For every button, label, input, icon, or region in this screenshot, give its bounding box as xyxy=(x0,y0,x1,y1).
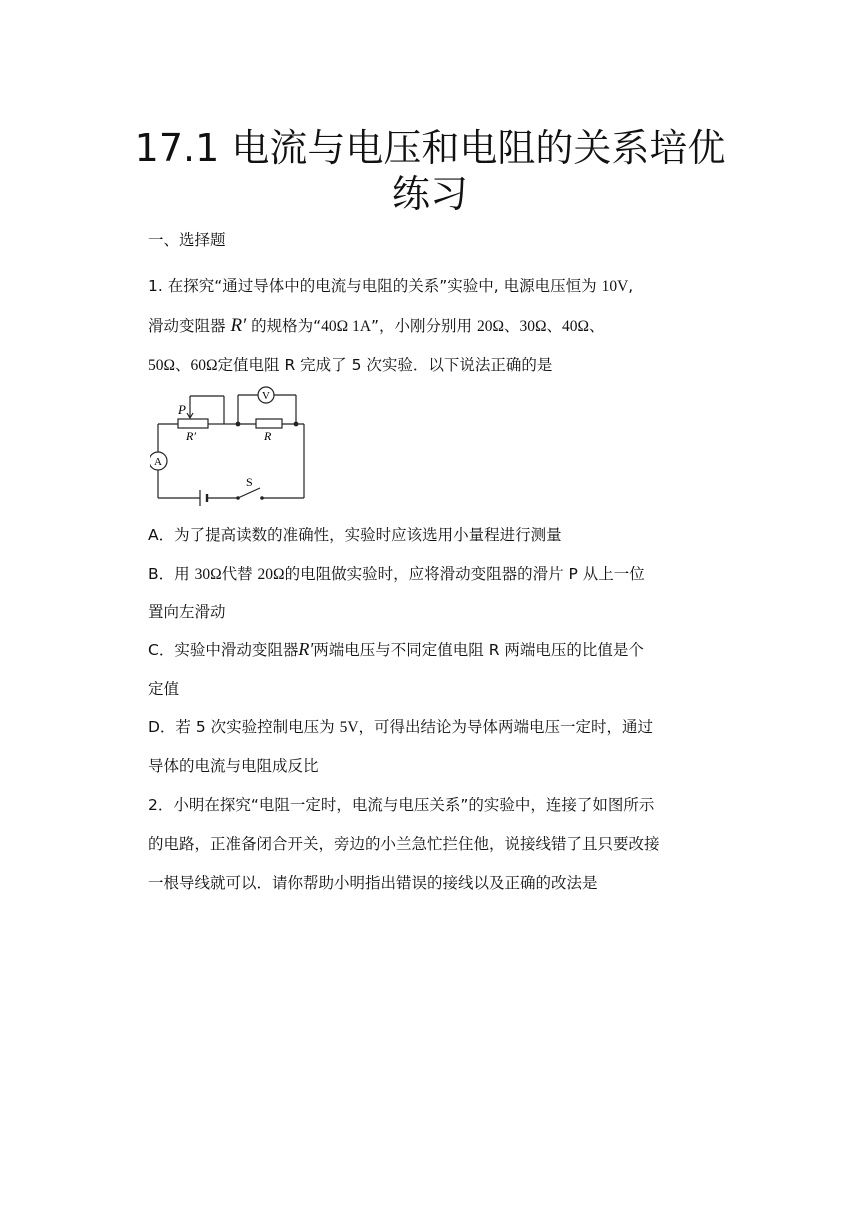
q1-rheostat-spec: 40Ω 1A xyxy=(321,318,372,335)
page-title-line-2: 练习 xyxy=(391,172,468,216)
q1-text: C．实验中滑动变阻器 xyxy=(148,641,299,659)
circuit-diagram xyxy=(150,382,320,512)
q1-text: 两端电压与不同定值电阻 R 两端电压的比值是个 xyxy=(313,641,644,659)
q1-resistor-values: 50Ω、60Ω xyxy=(148,357,218,374)
q1-line-2 xyxy=(148,314,605,337)
q1-text: 的规格为“ xyxy=(246,317,322,335)
q1-option-b-line-2: 置向左滑动 xyxy=(148,603,226,621)
q1-voltage: 10V xyxy=(601,278,629,295)
resistor-symbol xyxy=(256,419,282,428)
q1-rheostat-symbol: R′ xyxy=(298,639,314,659)
q1-value: 20Ω xyxy=(257,566,285,583)
q1-text: 的电阻做实验时，应将滑动变阻器的滑片 P 从上一位 xyxy=(284,565,645,583)
label-s: S xyxy=(246,475,253,489)
page-title-line-1: 17.1 电流与电压和电阻的关系培优 xyxy=(134,126,726,170)
label-rprime: R′ xyxy=(186,429,196,443)
label-v: V xyxy=(262,390,270,402)
q1-text: B．用 xyxy=(148,565,195,583)
q1-value: 30Ω xyxy=(194,566,222,583)
q1-text: ”，小刚分别用 xyxy=(371,317,477,335)
q1-text: 滑动变阻器 xyxy=(148,317,231,335)
q1-text: 定值电阻 R 完成了 5 次实验．以下说法正确的是 xyxy=(217,356,553,374)
q2-line-1: 2．小明在探究“电阻一定时，电流与电压关系”的实验中，连接了如图所示 xyxy=(148,796,655,814)
q1-option-d-line-2: 导体的电流与电阻成反比 xyxy=(148,757,319,775)
q1-text: 1. 在探究“通过导体中的电流与电阻的关系”实验中, 电源电压恒为 xyxy=(148,277,602,295)
q1-text: D．若 5 次实验控制电压为 xyxy=(148,718,340,736)
q2-line-2: 的电路，正准备闭合开关，旁边的小兰急忙拦住他，说接线错了且只要改接 xyxy=(148,835,660,853)
q2-line-3: 一根导线就可以．请你帮助小明指出错误的接线以及正确的改法是 xyxy=(148,874,598,892)
q1-option-a: A．为了提高读数的准确性，实验时应该选用小量程进行测量 xyxy=(148,526,562,544)
label-a: A xyxy=(154,456,162,468)
q1-option-c-line-2: 定值 xyxy=(148,680,180,698)
rheostat-symbol xyxy=(178,419,208,428)
q1-line-3 xyxy=(148,353,552,375)
q1-line-1 xyxy=(148,274,633,296)
q1-resistor-values: 20Ω、30Ω、40Ω、 xyxy=(476,318,605,335)
q1-value: 5V xyxy=(339,719,359,736)
switch-blade xyxy=(238,488,260,498)
q1-option-b-line-1 xyxy=(148,562,645,584)
label-r: R xyxy=(264,429,272,443)
q1-text: ，可得出结论为导体两端电压一定时，通过 xyxy=(358,718,654,736)
label-p: P xyxy=(178,402,186,417)
q1-text: 代替 xyxy=(221,565,258,583)
q1-option-d-line-1 xyxy=(148,715,653,737)
q1-option-c-line-1 xyxy=(148,638,644,660)
section-heading: 一、选择题 xyxy=(148,231,226,249)
q1-comma: , xyxy=(628,277,634,295)
q1-rheostat-symbol: R′ xyxy=(230,315,247,336)
